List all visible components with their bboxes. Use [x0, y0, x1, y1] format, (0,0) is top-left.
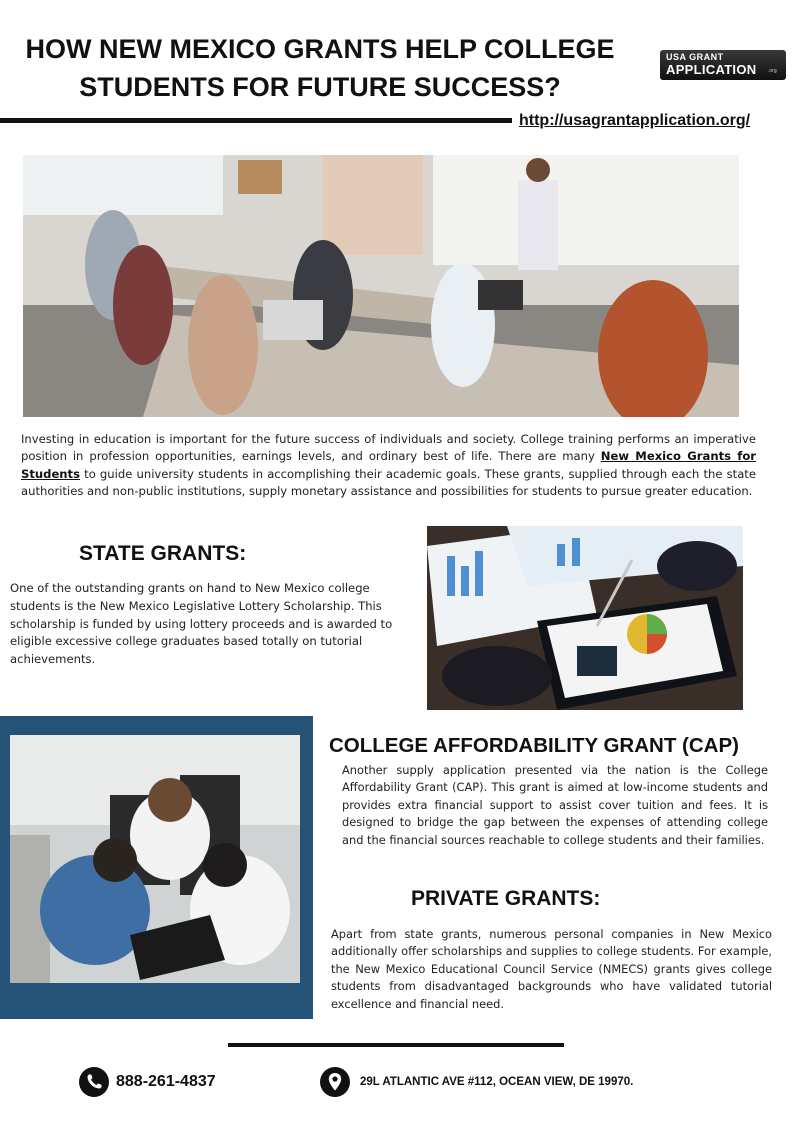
footer-divider — [228, 1043, 564, 1047]
website-link[interactable]: http://usagrantapplication.org/ — [519, 112, 751, 129]
intro-paragraph — [21, 431, 756, 500]
cap-body: Another supply application presented via the nation is the College Affordability Grant (CAP). This grant is aimed at low-income students and provides extra financial support to assist cover tuition and fees. It is designed to bridge the gap between the expenses of attending college and the financial sources reachable to college students and their families. — [342, 763, 768, 847]
private-grants-body: Apart from state grants, numerous personal companies in New Mexico additionally offer scholarships and supplies to college students. For example, the New Mexico Educational Council Service (NMECS) grants gives college students from disadvantaged backgrounds who have validated tutorial excellence and financial need. — [331, 927, 772, 1011]
chart-analysis-photo — [427, 526, 743, 710]
students-photo — [10, 735, 300, 983]
new-mexico-grants-link[interactable]: New Mexico Grants for Students — [21, 449, 757, 481]
intro-text-after: to guide university students in accomplishing their academic goals. These grants, supplied through each the state authorities and non-public institutions, supply monetary assistance and possibilities for students to pursue greater education. — [21, 466, 756, 498]
title-line-1: HOW NEW MEXICO GRANTS HELP COLLEGE — [25, 34, 615, 64]
title-line-2: STUDENTS FOR FUTURE SUCCESS? — [79, 72, 561, 102]
logo-suffix: .org — [768, 68, 777, 74]
map-pin-icon — [320, 1067, 350, 1097]
header-divider — [0, 118, 512, 123]
brand-logo — [660, 50, 786, 80]
address: 29L ATLANTIC AVE #112, OCEAN VIEW, DE 19970. — [360, 1076, 634, 1088]
phone-icon — [79, 1067, 109, 1097]
phone-number[interactable]: 888-261-4837 — [116, 1073, 216, 1090]
intro-text-before: Investing in education is important for the future success of individuals and society. College training performs an imperative position in profession opportunities, earnings levels, and ordinary best of life. There are many — [21, 432, 756, 464]
logo-line-2: APPLICATION — [666, 62, 757, 77]
classroom-photo — [23, 155, 739, 417]
state-grants-heading: STATE GRANTS: — [79, 542, 247, 565]
page-title — [0, 30, 640, 106]
cap-heading: COLLEGE AFFORDABILITY GRANT (CAP) — [329, 734, 739, 757]
state-grants-body: One of the outstanding grants on hand to New Mexico college students is the New Mexico Legislative Lottery Scholarship. This scholarship is funded by using lottery proceeds and is awarded to eligible excessive college graduates based totally on tutorial achievements. — [10, 581, 393, 667]
private-grants-heading: PRIVATE GRANTS: — [411, 887, 601, 910]
logo-line-1: USA GRANT — [666, 52, 724, 62]
